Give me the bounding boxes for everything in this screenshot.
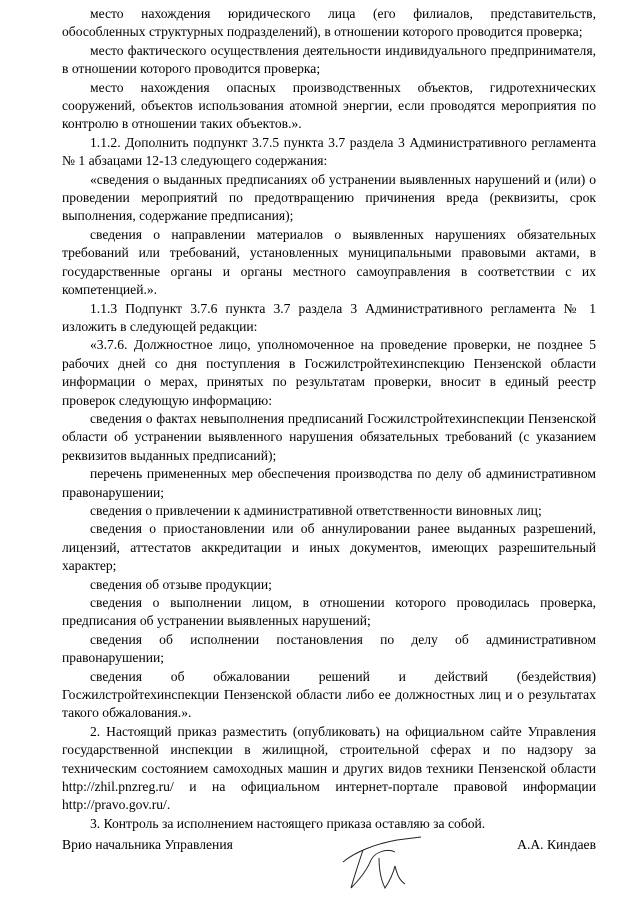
- document-body: [62, 5, 596, 833]
- paragraph: сведения о привлечении к административной ответственности виновных лиц;: [90, 502, 542, 518]
- paragraph: 1.1.3 Подпункт 3.7.6 пункта 3.7 раздела 3 Административного регламента № 1 изложить в следующей редакции:: [62, 300, 596, 334]
- paragraph: 2. Настоящий приказ разместить (опубликовать) на официальном сайте Управления государственной инспекции в жилищной, строительной сферах и по надзору за техническим состоянием самоходных машин и других видов техники Пензенской области http://zhil.pnzreg.ru/ и на официальном интернет-портале правовой информации http://pravo.gov.ru/.: [62, 723, 596, 813]
- paragraph: «сведения о выданных предписаниях об устранении выявленных нарушений и (или) о проведении мероприятий по предотвращению причинения вреда (реквизиты, срок выполнения, содержание предписания);: [62, 171, 596, 224]
- paragraph: сведения о фактах невыполнения предписаний Госжилстройтехинспекции Пензенской области об устранении выявленного нарушения обязательных требований (с указанием реквизитов выданных предписаний);: [62, 410, 596, 463]
- paragraph: перечень примененных мер обеспечения производства по делу об административном правонарушении;: [62, 466, 596, 500]
- paragraph: сведения об обжаловании решений и действий (бездействия) Госжилстройтехинспекции Пензенской области либо ее должностных лиц и о результатах такого обжалования.».: [62, 668, 596, 721]
- signatory-position: Врио начальника Управления: [62, 837, 233, 852]
- paragraph: сведения об отзыве продукции;: [90, 576, 272, 592]
- paragraph: 1.1.2. Дополнить подпункт 3.7.5 пункта 3.7 раздела 3 Административного регламента № 1 абзацами 12-13 следующего содержания:: [62, 134, 596, 169]
- paragraph: сведения о приостановлении или об аннулировании ранее выданных разрешений, лицензий, аттестатов аккредитации и иных документов, имеющих разрешительный характер;: [62, 521, 596, 574]
- paragraph: сведения о направлении материалов о выявленных нарушениях обязательных требований или требований, установленных муниципальными правовыми актами, в государственные органы и органы местного самоуправления в соответствии с их компетенцией.».: [62, 226, 596, 298]
- handwritten-signature: [335, 822, 425, 897]
- signatory-name: А.А. Киндаев: [517, 837, 596, 852]
- paragraph: место фактического осуществления деятельности индивидуального предпринимателя, в отношении которого проводится проверка;: [62, 42, 596, 77]
- paragraph: сведения о выполнении лицом, в отношении которого проводилась проверка, предписания об устранении выявленных нарушений;: [62, 595, 596, 629]
- paragraph: «3.7.6. Должностное лицо, уполномоченное на проведение проверки, не позднее 5 рабочих дней со дня поступления в Госжилстройтехинспекцию Пензенской области информации о мерах, принятых по результатам проверки, вносит в единый реестр проверок следующую информацию:: [62, 337, 596, 408]
- signature-block: [62, 836, 596, 856]
- paragraph: место нахождения опасных производственных объектов, гидротехнических сооружений, объектов использования атомной энергии, если проводятся мероприятия по контролю в отношении таких объектов.».: [62, 79, 596, 132]
- paragraph: 3. Контроль за исполнением настоящего приказа оставляю за собой.: [90, 815, 486, 831]
- paragraph: место нахождения юридического лица (его филиалов, представительств, обособленных структурных подразделений), в отношении которого проводится проверка;: [62, 6, 596, 40]
- paragraph: сведения об исполнении постановления по делу об административном правонарушении;: [62, 631, 596, 666]
